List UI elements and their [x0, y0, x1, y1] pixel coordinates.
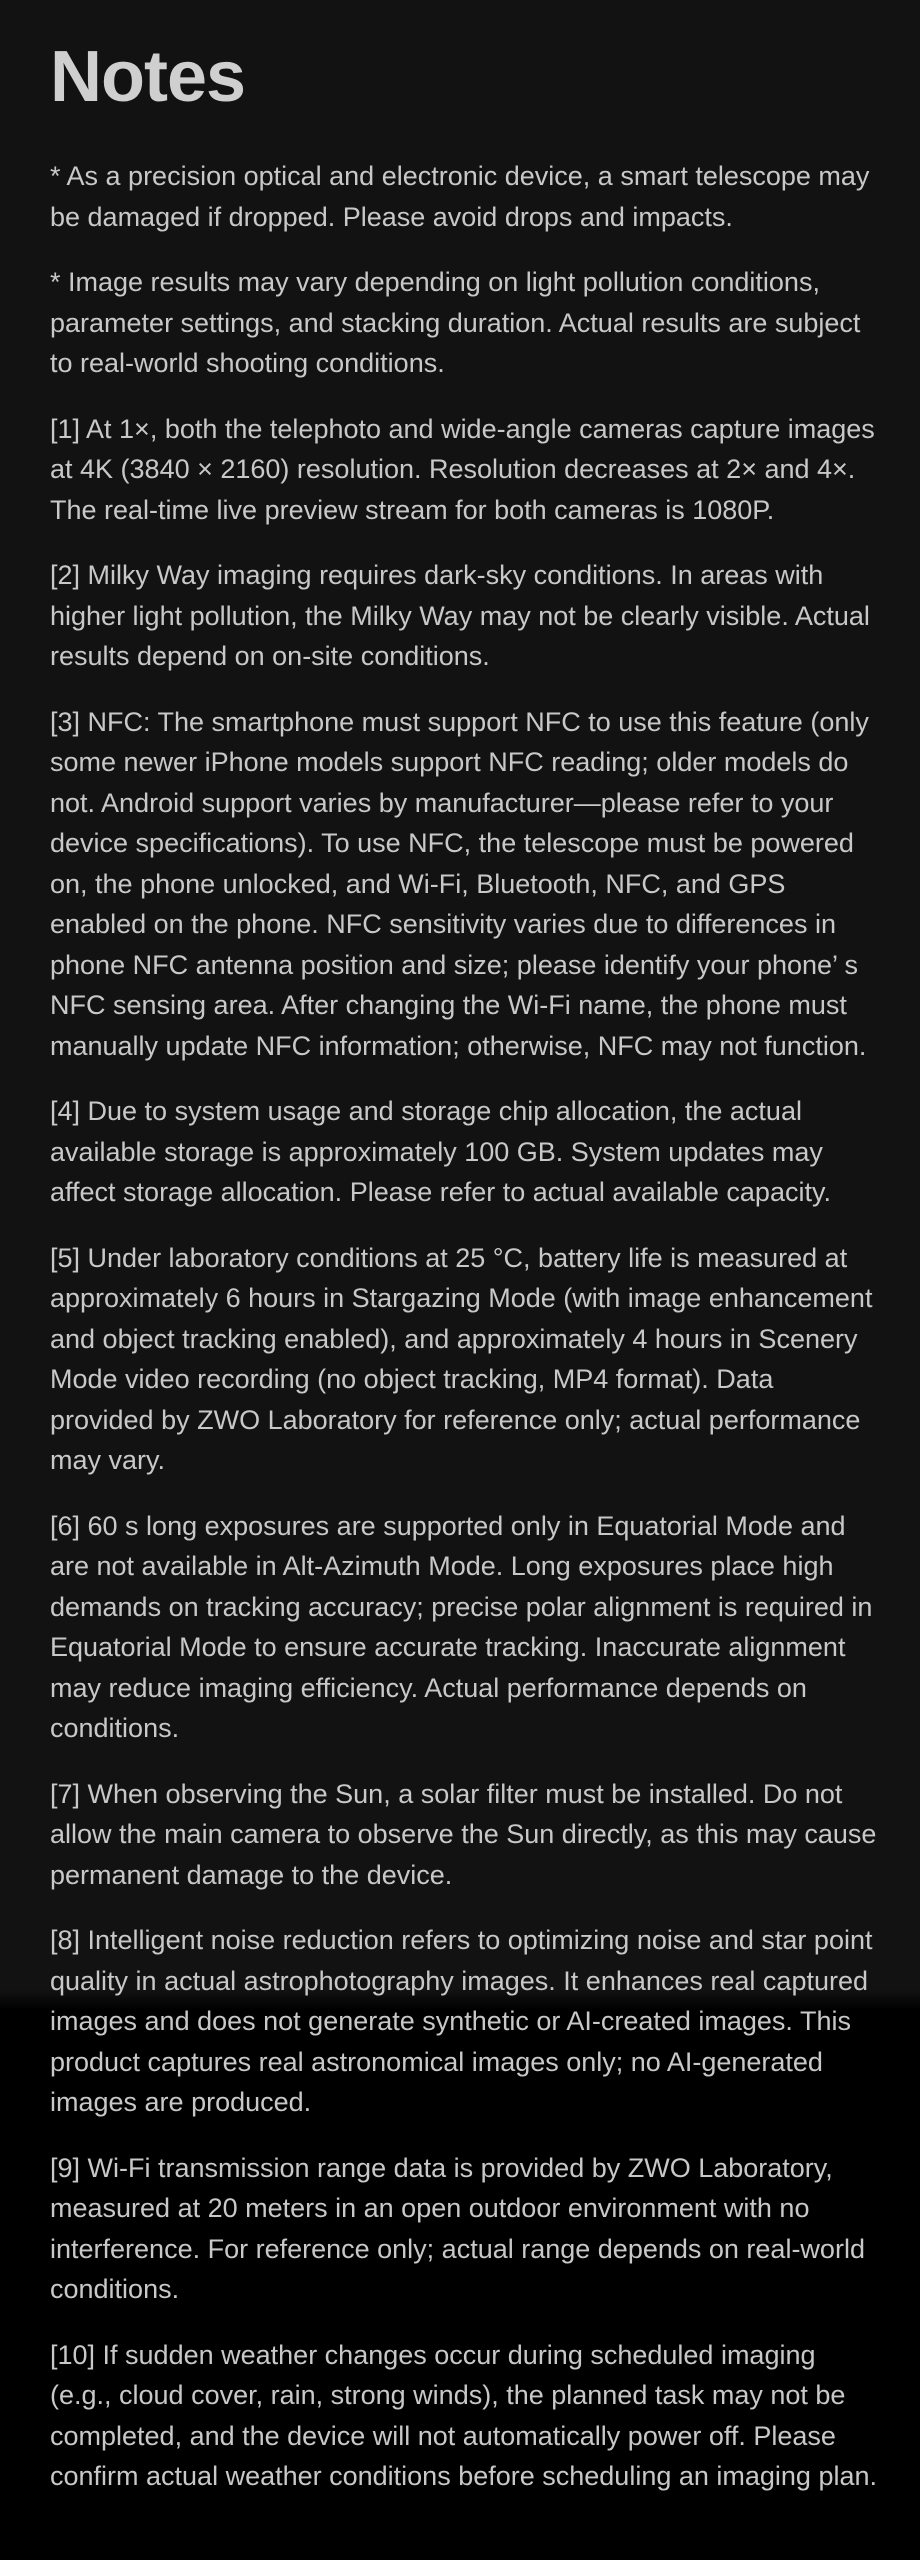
note-9-wifi-range: [9] Wi-Fi transmission range data is provided by ZWO Laboratory, measured at 20 meters in an open outdoor environment with no interference. For reference only; actual range depends on real-world conditions. — [50, 2152, 865, 2304]
note-5-battery: [5] Under laboratory conditions at 25 °C, battery life is measured at approximately 6 hours in Stargazing Mode (with image enhancement and object tracking enabled), and approximately 4 hours in Scenery Mode video recording (no object tracking, MP4 format). Data provided by ZWO Laboratory for reference only; actual performance may vary. — [50, 1242, 873, 1475]
note-general-drop: * As a precision optical and electronic device, a smart telescope may be damaged if dropped. Please avoid drops and impacts. — [50, 161, 870, 232]
note-general-image-results: * Image results may vary depending on light pollution conditions, parameter settings, and stacking duration. Actual results are subject to real-world shooting conditions. — [50, 267, 861, 378]
note-4-storage: [4] Due to system usage and storage chip allocation, the actual available storage is approximately 100 GB. System updates may affect storage allocation. Please refer to actual available capacity. — [50, 1096, 831, 1207]
note-10-weather: [10] If sudden weather changes occur during scheduled imaging (e.g., cloud cover, rain, strong winds), the planned task may not be completed, and the device will not automatically power off. Please confirm actual weather conditions before scheduling an imaging plan. — [50, 2339, 877, 2491]
note-6-long-exposure: [6] 60 s long exposures are supported only in Equatorial Mode and are not available in Alt-Azimuth Mode. Long exposures place high demands on tracking accuracy; precise polar alignment is required in Equatorial Mode to ensure accurate tracking. Inaccurate alignment may reduce imaging efficiency. Actual performance depends on conditions. — [50, 1510, 873, 1743]
note-7-solar-filter: [7] When observing the Sun, a solar filter must be installed. Do not allow the main camera to observe the Sun directly, as this may cause permanent damage to the device. — [50, 1778, 877, 1890]
note-2-milky-way: [2] Milky Way imaging requires dark-sky conditions. In areas with higher light pollution, the Milky Way may not be clearly visible. Actual results depend on on-site conditions. — [50, 560, 870, 671]
page-title: Notes — [50, 37, 246, 117]
note-8-noise-reduction: [8] Intelligent noise reduction refers to optimizing noise and star point quality in actual astrophotography images. It enhances real captured images and does not generate synthetic or AI-created images. This product captures real astronomical images only; no AI-generated images are produced. — [50, 1925, 873, 2117]
notes-list — [50, 156, 880, 2497]
note-3-nfc: [3] NFC: The smartphone must support NFC to use this feature (only some newer iPhone models support NFC reading; older models do not. Android support varies by manufacturer—please refer to your device specifications). To use NFC, the telescope must be powered on, the phone unlocked, and Wi-Fi, Bluetooth, NFC, and GPS enabled on the phone. NFC sensitivity varies due to differences in phone NFC antenna position and size; please identify your phone’ s NFC sensing area. After changing the Wi-Fi name, the phone must manually update NFC information; otherwise, NFC may not function. — [50, 706, 869, 1061]
note-1-resolution: [1] At 1×, both the telephoto and wide-angle cameras capture images at 4K (3840 × 2160) resolution. Resolution decreases at 2× and 4×. The real-time live preview stream for both cameras is 1080P. — [50, 413, 875, 525]
